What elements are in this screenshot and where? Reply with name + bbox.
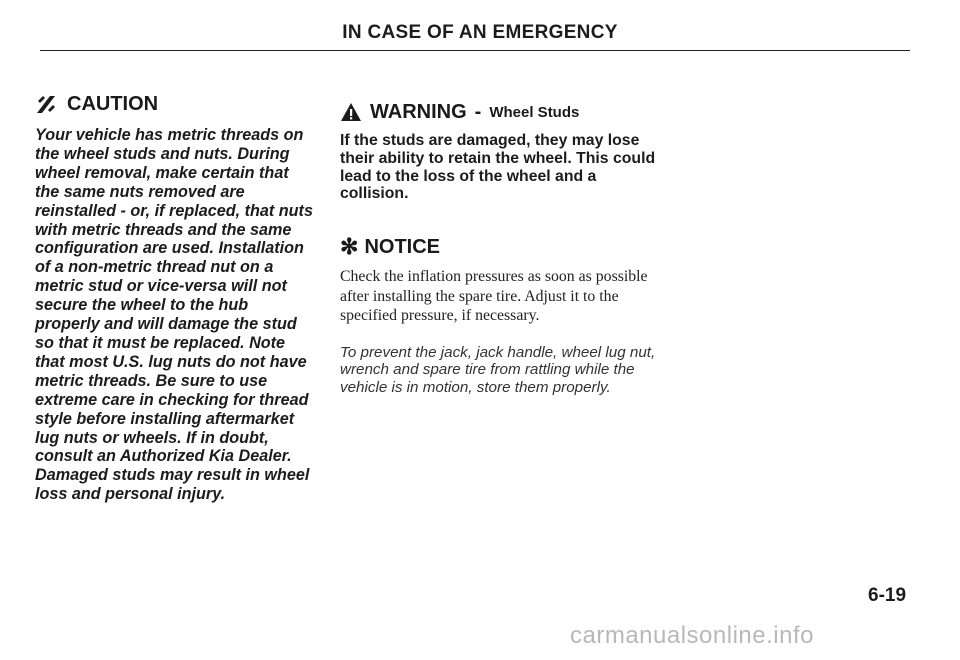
caution-body: Your vehicle has metric threads on the wheel studs and nuts. During wheel removal, make certain that the same nuts removed are reinstalled - or, if replaced, that nuts with metric threads and the same configuration are used. Installation of a non-metric thread nut on a metric stud or vice-versa will not secure the wheel to the hub properly and will damage the stud so that it must be replaced. Note that most U.S. lug nuts do not have metric threads. Be sure to use extreme care in checking for thread style before installing aftermarket lug nuts or wheels. If in doubt, consult an Authorized Kia Dealer. Damaged studs may result in wheel loss and personal injury. xyxy=(35,126,313,504)
left-column xyxy=(35,90,315,504)
page-title: IN CASE OF AN EMERGENCY xyxy=(342,22,618,43)
watermark: carmanualsonline.info xyxy=(570,622,814,649)
notice-body: Check the inflation pressures as soon as possible after installing the spare tire. Adjust it to the specified pressure, if necessary. xyxy=(340,268,648,325)
warning-heading-dash: - xyxy=(474,100,482,123)
caution-heading xyxy=(35,90,315,118)
page-number: 6-19 xyxy=(868,585,907,606)
warning-subheading: Wheel Studs xyxy=(489,103,580,121)
notice-heading-label: NOTICE xyxy=(364,235,440,258)
caution-icon xyxy=(35,93,57,115)
warning-body: If the studs are damaged, they may lose their ability to retain the wheel. This could lead to the loss of the wheel and a collision. xyxy=(340,132,656,203)
asterisk-icon: ✻ xyxy=(340,234,359,260)
right-column xyxy=(340,90,660,397)
caution-heading-label: CAUTION xyxy=(67,92,159,115)
warning-heading xyxy=(340,98,660,126)
warning-heading-label: WARNING xyxy=(370,100,467,123)
notice-heading xyxy=(340,233,660,261)
header-divider xyxy=(40,50,910,51)
storage-note: To prevent the jack, jack handle, wheel lug nut, wrench and spare tire from rattling while the vehicle is in motion, store them properly. xyxy=(340,343,656,397)
warning-triangle-icon xyxy=(340,102,362,122)
